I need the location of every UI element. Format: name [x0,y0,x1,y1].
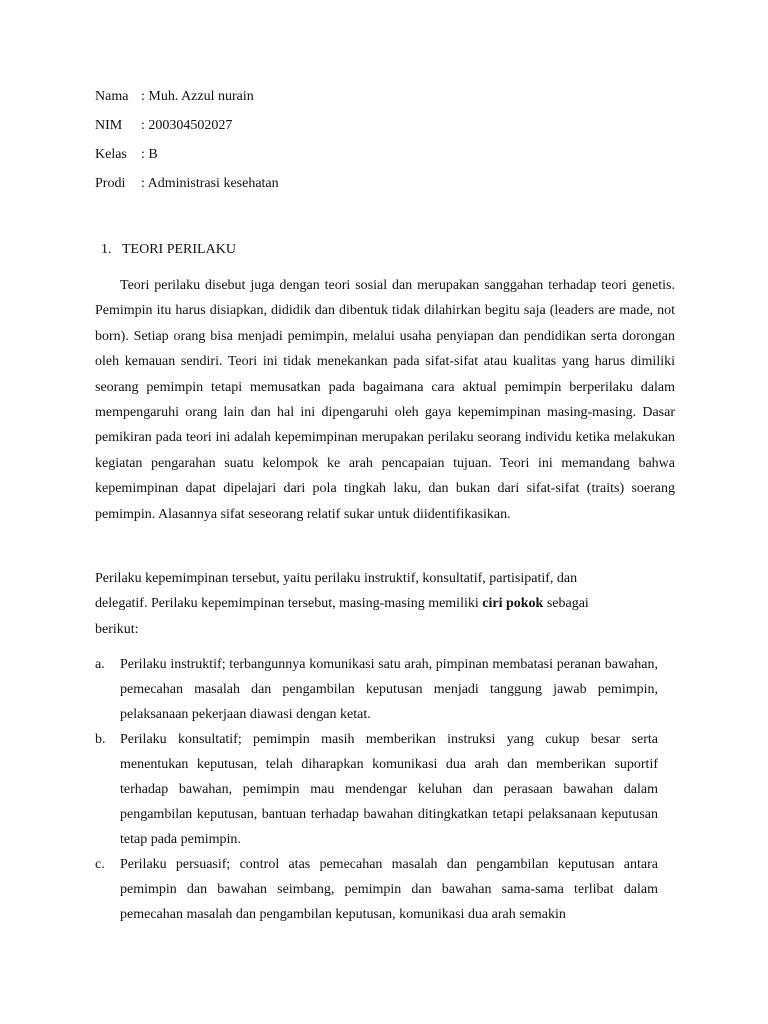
list-marker: c. [95,857,105,872]
section-title: TEORI PERILAKU [122,242,236,257]
identity-label: Prodi [95,176,126,191]
student-identity [95,86,279,202]
list-item-c [95,852,658,927]
list-item-a [95,652,658,727]
list-item-text: Perilaku instruktif; terbangunnya komunikasi satu arah, pimpinan membatasi peranan bawahan, pemecahan masalah dan pengambilan keputusan menjadi tanggung jawab pemimpin, pelaksanaan pekerjaan diawasi dengan ketat. [120,657,658,722]
identity-row-nim [95,115,279,144]
identity-value: : 200304502027 [141,118,233,133]
section-number: 1. [101,242,112,257]
paragraph-text: delegatif. Perilaku kepemimpinan tersebut, masing-masing memiliki [95,596,483,612]
paragraph-text: sebagai [543,596,589,612]
paragraph-text: Perilaku kepemimpinan tersebut, yaitu perilaku instruktif, konsultatif, partisipatif, dan [95,571,578,586]
identity-row-nama [95,86,279,115]
paragraph-text: berikut: [95,621,139,637]
identity-value: : Administrasi kesehatan [141,176,279,191]
identity-label: Kelas [95,147,127,162]
identity-label: Nama [95,89,129,104]
identity-value: : B [141,147,158,162]
list-item-b [95,727,658,852]
identity-value: : Muh. Azzul nurain [141,89,254,104]
identity-label: NIM [95,118,123,133]
list-marker: b. [95,732,106,747]
bold-term: ciri pokok [482,596,544,612]
identity-row-prodi [95,173,279,202]
section-heading [101,239,236,261]
behavior-list [95,652,658,927]
identity-row-kelas [95,144,279,173]
list-item-text: Perilaku konsultatif; pemimpin masih memberikan instruksi yang cukup besar serta menentukan keputusan, telah diharapkan komunikasi dua arah dan memberikan suportif terhadap bawahan, pemimpin mau mendengar keluhan dan perasaan bawahan dalam pengambilan keputusan, bantuan terhadap bawahan ditingkatkan tetapi pelaksanaan keputusan tetap pada pemimpin. [120,732,658,847]
paragraph-teori-perilaku: Teori perilaku disebut juga dengan teori sosial dan merupakan sanggahan terhadap teori genetis. Pemimpin itu harus disiapkan, dididik dan dibentuk tidak dilahirkan begitu saja (leaders are made, not born). Setiap orang bisa menjadi pemimpin, melalui usaha penyiapan dan pendidikan serta dorongan oleh kemauan sendiri. Teori ini tidak menekankan pada sifat-sifat atau kualitas yang harus dimiliki seorang pemimpin tetapi memusatkan pada bagaimana cara aktual pemimpin berperilaku dalam mempengaruhi orang lain dan hal ini dipengaruhi oleh gaya kepemimpinan masing-masing. Dasar pemikiran pada teori ini adalah kepemimpinan merupakan perilaku seorang individu ketika melakukan kegiatan pengarahan suatu kelompok ke arah pencapaian tujuan. Teori ini memandang bahwa kepemimpinan dapat dipelajari dari pola tingkah laku, dan bukan dari sifat-sifat (traits) soerang pemimpin. Alasannya sifat seseorang relatif sukar untuk diidentifikasikan. [95,278,675,522]
paragraph-perilaku-kepemimpinan [95,566,675,642]
list-item-text: Perilaku persuasif; control atas pemecahan masalah dan pengambilan keputusan antara pemimpin dan bawahan seimbang, pemimpin dan bawahan sama-sama terlibat dalam pemecahan masalah dan pengambilan keputusan, komunikasi dua arah semakin [120,857,658,922]
list-marker: a. [95,657,105,672]
